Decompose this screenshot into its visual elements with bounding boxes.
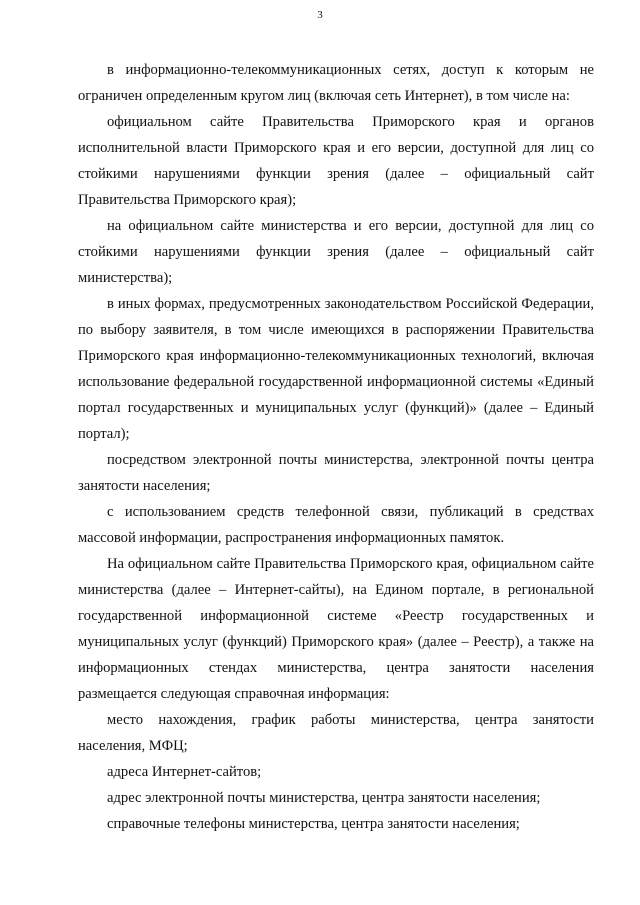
paragraph-other-forms: в иных формах, предусмотренных законодательством Российской Федерации, по выбору заявителя, в том числе имеющихся в распоряжении Правительства Приморского края информационно-телекоммуникационных технологий, включая использование федеральной государственной информационной системы «Единый портал государственных и муниципальных услуг (функций)» (далее – Единый портал); bbox=[78, 296, 594, 442]
paragraph-continuation: в информационно-телекоммуникационных сетях, доступ к которым не ограничен определенным кругом лиц (включая сеть Интернет), в том числе на: bbox=[78, 62, 594, 104]
paragraph-official-site-ministry: на официальном сайте министерства и его версии, доступной для лиц со стойкими нарушениями функции зрения (далее – официальный сайт министерства); bbox=[78, 218, 594, 286]
paragraph-reference-info: На официальном сайте Правительства Приморского края, официальном сайте министерства (далее – Интернет-сайты), на Едином портале, в региональной государственной информационной системе «Реестр государственных и муниципальных услуг (функций) Приморского края» (далее – Реестр), а также на информационных стендах министерства, центра занятости населения размещается следующая справочная информация: bbox=[78, 556, 594, 702]
paragraph-telephone-media: с использованием средств телефонной связи, публикаций в средствах массовой информации, распространения информационных памяток. bbox=[78, 504, 594, 546]
paragraph-website-addresses: адреса Интернет-сайтов; bbox=[107, 764, 262, 780]
document-body bbox=[78, 57, 594, 837]
paragraph-phone-numbers: справочные телефоны министерства, центра занятости населения; bbox=[107, 816, 520, 832]
page-number: 3 bbox=[317, 9, 323, 21]
paragraph-location-schedule: место нахождения, график работы министерства, центра занятости населения, МФЦ; bbox=[78, 712, 594, 754]
paragraph-official-site-government: официальном сайте Правительства Приморского края и органов исполнительной власти Приморского края и его версии, доступной для лиц со стойкими нарушениями функции зрения (далее – официальный сайт Правительства Приморского края); bbox=[78, 114, 594, 208]
paragraph-email-address: адрес электронной почты министерства, центра занятости населения; bbox=[107, 790, 541, 806]
paragraph-email: посредством электронной почты министерства, электронной почты центра занятости населения; bbox=[78, 452, 594, 494]
